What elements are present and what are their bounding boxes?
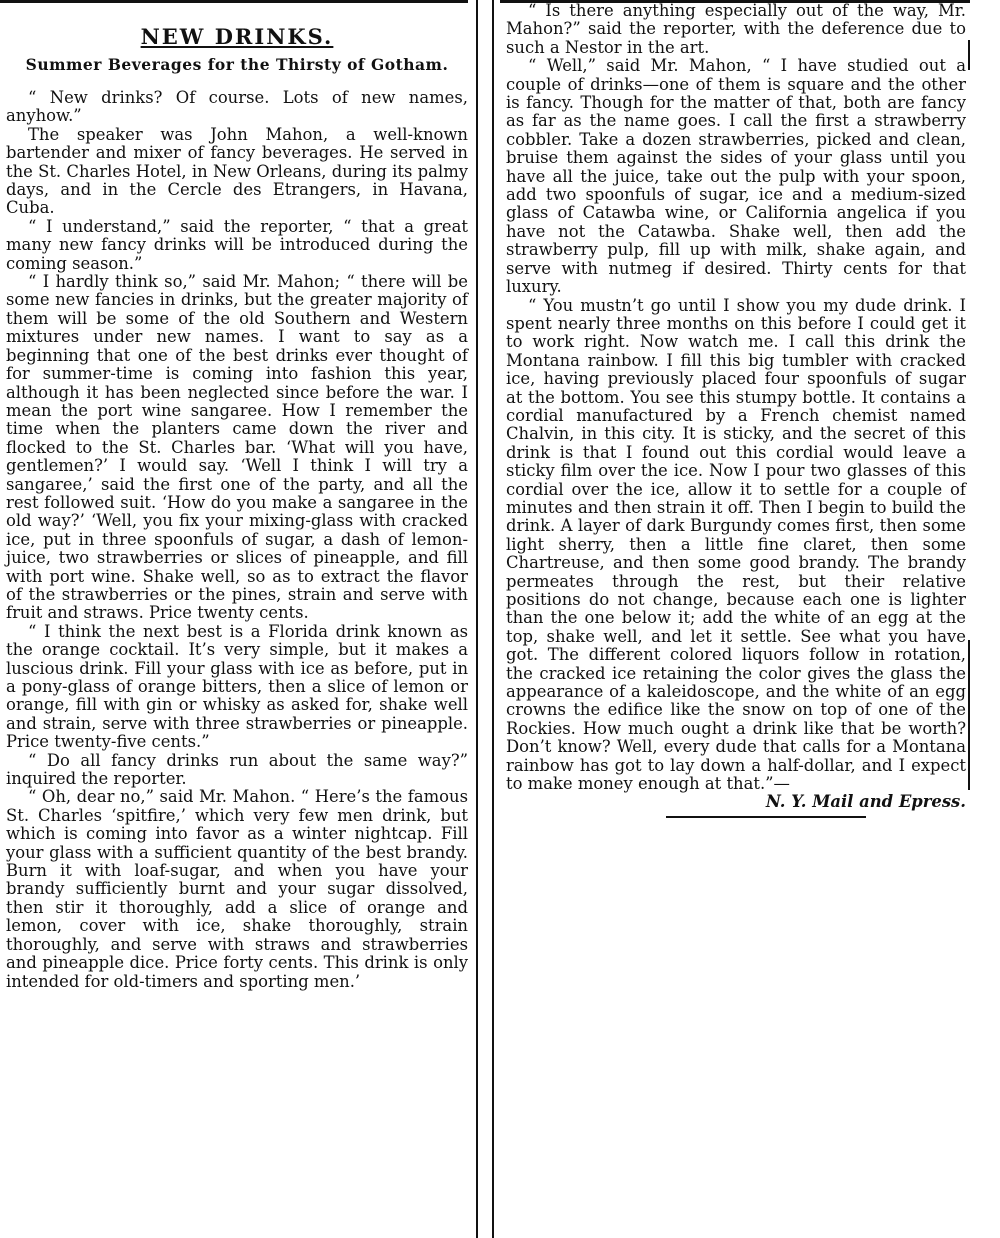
- paragraph: “ Is there anything especially out of the way, Mr. Mahon?” said the reporter, with the deference due to such a Nestor in the art.: [506, 1, 966, 57]
- paragraph: “ Oh, dear no,” said Mr. Mahon. “ Here’s the famous St. Charles ‘spitfire,’ which very few men drink, but which is coming into favor as a winter nightcap. Fill your glass with a sufficient quantity of the best brandy. Burn it with loaf-sugar, and when you have your brandy sufficiently burnt and your sugar dissolved, then stir it thoroughly, add a slice of orange and lemon, cover with ice, shake thoroughly, strain thoroughly, and serve with straws and strawberries and pineapple dice. Price forty cents. This drink is only intended for old-timers and sporting men.’: [6, 787, 468, 991]
- headline: NEW DRINKS.: [140, 24, 334, 49]
- paragraph: “ Do all fancy drinks run about the same way?” inquired the reporter.: [6, 750, 468, 789]
- column-rule-right: [968, 40, 970, 70]
- paragraph: “ You mustn’t go until I show you my dude drink. I spent nearly three months on this before I could get it to work right. Now watch me. I call this drink the Montana rainbow. I fill this big tumbler with cracked ice, having previously placed four spoonfuls of sugar at the bottom. You see this stumpy bottle. It contains a cordial manufactured by a French chemist named Chalvin, in this city. It is sticky, and the secret of this drink is that I found out this cordial would leave a sticky film over the ice. Now I pour two glasses of this cordial over the ice, allow it to settle for a couple of minutes and then strain it off. Then I begin to build the drink. A layer of dark Burgundy comes first, then some light sherry, then a little fine claret, then some Chartreuse, and then some good brandy. The brandy permeates through the rest, but their relative positions do not change, because each one is lighter than the one below it; add the white of an egg at the top, shake well, and let it settle. See what you have got. The different colored liquors follow in rotation, the cracked ice retaining the color gives the glass the appearance of a kaleidoscope, and the white of an egg crowns the edifice like the snow on top of one of the Rockies. How much ought a drink like that be worth? Don’t know? Well, every dude that calls for a Montana rainbow has got to lay down a half-dollar, and I expect to make money enough at that.”—: [506, 295, 966, 794]
- source-credit: N. Y. Mail and Epress.: [765, 792, 966, 812]
- article-column-left: [6, 0, 468, 991]
- paragraph: The speaker was John Mahon, a well-known bartender and mixer of fancy beverages. He served in the St. Charles Hotel, in New Orleans, during its palmy days, and in the Cercle des Etrangers, in Havana, Cuba.: [6, 124, 468, 218]
- paragraph: “ I hardly think so,” said Mr. Mahon; “ there will be some new fancies in drinks, but the greater majority of them will be some of the old Southern and Western mixtures under new names. I want to say as a beginning that one of the best drinks ever thought of for summer-time is coming into fashion this year, although it has been neglected since before the war. I mean the port wine sangaree. How I remember the time when the planters came down the river and flocked to the St. Charles bar. ‘What will you have, gentlemen?’ I would say. ‘Well I think I will try a sangaree,’ said the first one of the party, and all the rest followed suit. ‘How do you make a sangaree in the old way?’ ‘Well, you fix your mixing-glass with cracked ice, put in three spoonfuls of sugar, a dash of lemon-juice, two strawberries or slices of pineapple, and fill with port wine. Shake well, so as to extract the flavor of the strawberries or the pines, strain and serve with fruit and straws. Price twenty cents.: [6, 272, 468, 623]
- paragraph: “ Well,” said Mr. Mahon, “ I have studied out a couple of drinks—one of them is square and the other is fancy. Though for the matter of that, both are fancy as far as the name goes. I call the first a strawberry cobbler. Take a dozen strawberries, picked and clean, bruise them against the sides of your glass until you have all the juice, take out the pulp with your spoon, add two spoonfuls of sugar, ice and a medium-sized glass of Catawba wine, or California angelica if you have not the Catawba. Shake well, then add the strawberry pulp, fill up with milk, shake again, and serve with nutmeg if desired. Thirty cents for that luxury.: [506, 56, 966, 297]
- paragraph: “ New drinks? Of course. Lots of new names, anyhow.”: [6, 88, 468, 126]
- source-credit-line: [506, 793, 966, 811]
- column-rule-left: [476, 0, 478, 1238]
- paragraph: “ I think the next best is a Florida drink known as the orange cocktail. It’s very simple, but it makes a luscious drink. Fill your glass with ice as before, put in a pony-glass of orange bitters, then a slice of lemon or orange, fill with gin or whisky as asked for, shake well and strain, serve with three strawberries or pineapple. Price twenty-five cents.”: [6, 621, 468, 752]
- paragraph: “ I understand,” said the reporter, “ that a great many new fancy drinks will be introduced during the coming season.”: [6, 216, 468, 273]
- article-column-right: [506, 0, 966, 818]
- subheadline: Summer Beverages for the Thirsty of Gotham.: [25, 55, 449, 74]
- column-rule-middle: [492, 0, 494, 1238]
- column-rule-right-lower: [968, 640, 970, 790]
- end-rule: [666, 816, 866, 818]
